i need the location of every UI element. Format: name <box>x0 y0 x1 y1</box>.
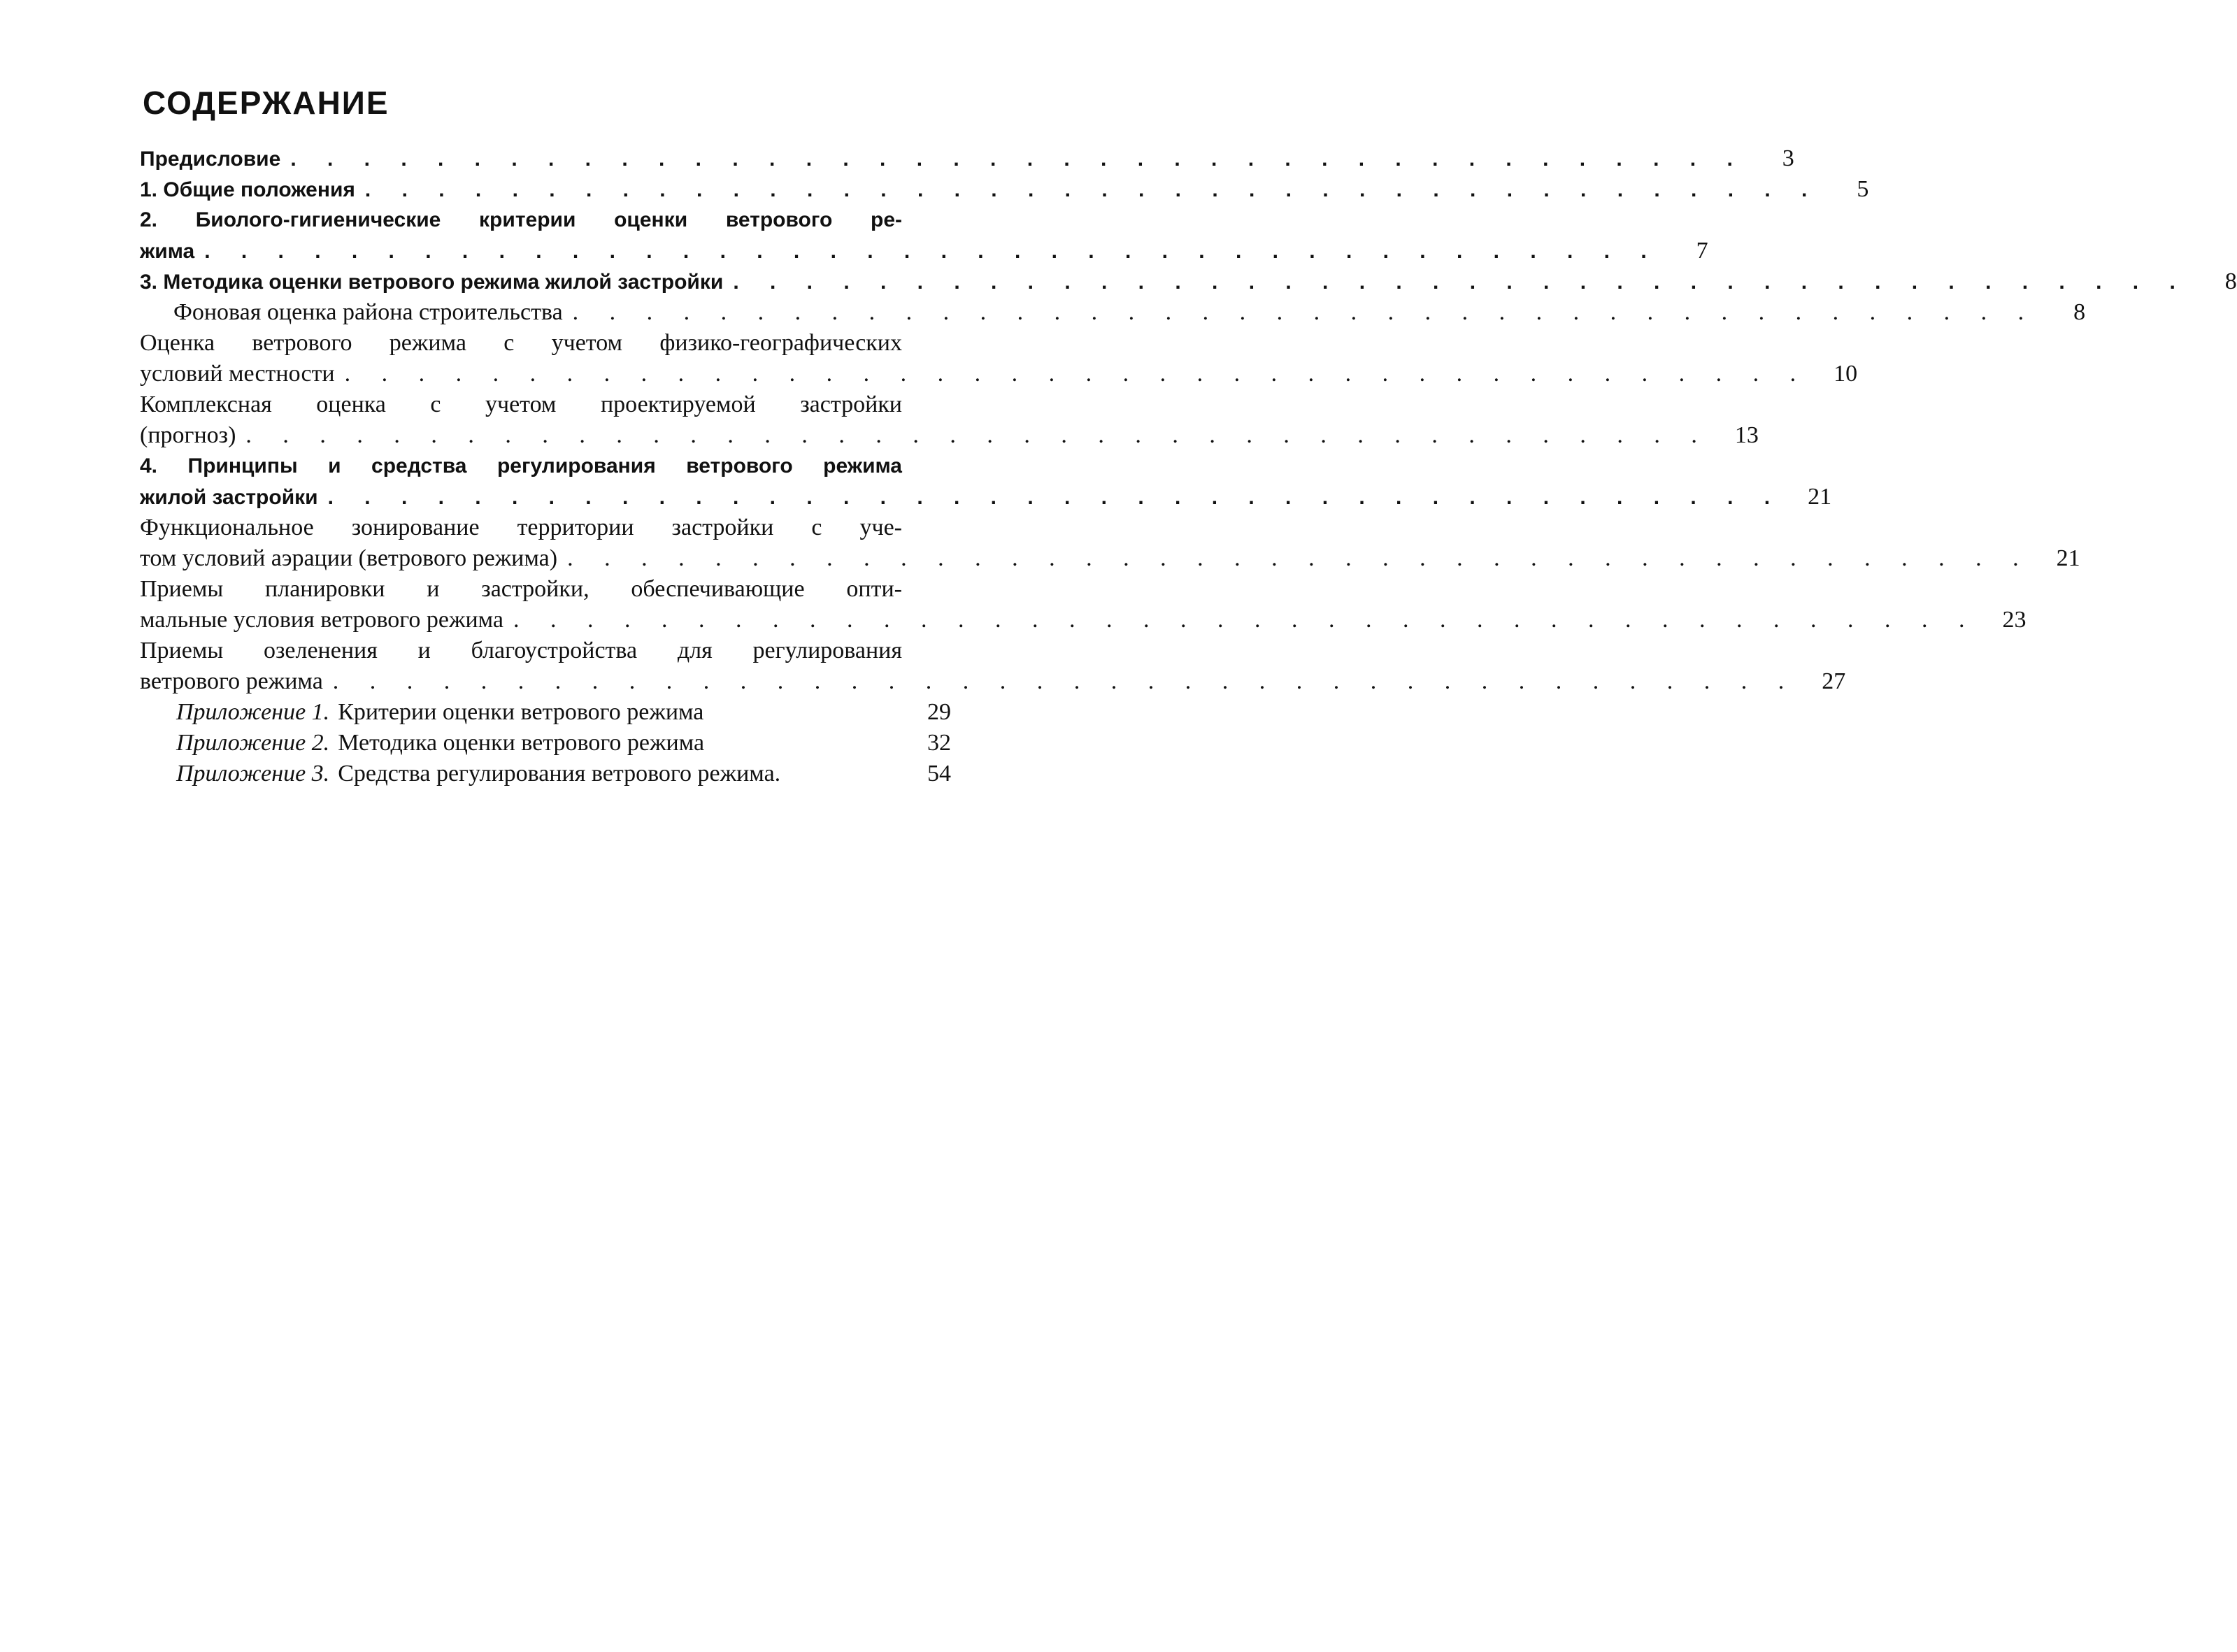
toc-entry-text: том условий аэрации (ветрового режима) <box>140 545 558 571</box>
appendix-label: Приложение 3. <box>176 761 330 787</box>
toc-entry <box>140 635 1846 697</box>
dot-leader: . . . . . . . . . . . . . . . . . . . . . . . . . . . . . . . . . . . . . . . . <box>327 486 1783 509</box>
toc-page-number: 8 <box>2224 268 2237 294</box>
toc-entry <box>140 512 2080 574</box>
dot-leader: . . . . . . . . . . . . . . . . . . . . . . . . . . . . . . . . . . . . . . . . <box>572 299 2037 325</box>
toc-entry <box>140 143 1794 174</box>
toc-page-number: 8 <box>2073 299 2086 325</box>
toc-entry-text: жима <box>140 240 195 263</box>
dot-leader: . . . . . . . . . . . . . . . . . . . . . . . . . . . . . . . . . . . . . . . . <box>245 422 1710 448</box>
toc-entry-text: Оценка ветрового режима с учетом физико-географических <box>140 330 902 356</box>
appendix-title: Методика оценки ветрового режима <box>338 730 705 756</box>
toc-entry-text: ветрового режима <box>140 668 323 694</box>
toc-page-number: 3 <box>1782 145 1794 171</box>
toc-entry <box>140 451 1832 512</box>
toc-entry-text: Комплексная оценка с учетом проектируемой застройки <box>140 392 902 417</box>
toc-heading: СОДЕРЖАНИЕ <box>143 85 389 121</box>
appendix-label: Приложение 2. <box>176 730 330 756</box>
dot-leader: . . . . . . . . . . . . . . . . . . . . . . . . . . . . . . . . . . . . . . . . <box>204 240 1659 263</box>
toc-entry-text: жилой застройки <box>140 486 318 509</box>
dot-leader: . . . . . . . . . . . . . . . . . . . . . . . . . . . . . . . . . . . . . . . . <box>290 148 1745 171</box>
table-of-contents <box>140 143 2237 789</box>
toc-page-number: 21 <box>2056 545 2080 571</box>
toc-page-number: 23 <box>2002 607 2027 633</box>
toc-entry-text: Приемы планировки и застройки, обеспечивающие опти- <box>140 576 902 602</box>
toc-appendix-entry <box>140 697 951 728</box>
toc-page-number: 7 <box>1696 238 1708 264</box>
toc-entry-text: (прогноз) <box>140 422 236 448</box>
dot-leader: . . . . . . . . . . . . . . . . . . . . . . . . . . . . . . . . . . . . . . . . <box>513 607 1978 633</box>
toc-entry-text: Приемы озеленения и благоустройства для регулирования <box>140 638 902 663</box>
dot-leader: . . . . . . . . . . . . . . . . . . . . . . . . . . . . . . . . . . . . . . . . <box>364 178 1820 201</box>
toc-entry <box>140 205 1708 266</box>
dot-leader: . . . . . . . . . . . . . . . . . . . . . . . . . . . . . . . . . . . . . . . . <box>567 545 2031 571</box>
dot-leader: . . . . . . . . . . . . . . . . . . . . . . . . . . . . . . . . . . . . . . . . <box>332 668 1797 694</box>
dot-leader: . . . . . . . . . . . . . . . . . . . . . . . . . . . . . . . . . . . . . . . . <box>344 361 1809 387</box>
toc-page-number: 5 <box>1857 176 1869 202</box>
toc-page-number: 10 <box>1834 361 1858 387</box>
appendix-title: Критерии оценки ветрового режима <box>338 699 704 725</box>
toc-page-number: 21 <box>1808 484 1832 510</box>
toc-entry-text: условий местности <box>140 361 335 387</box>
toc-appendix-entry <box>140 728 951 759</box>
toc-entry <box>140 174 1869 205</box>
toc-entry-text: Предисловие <box>140 148 281 171</box>
toc-page-number: 54 <box>927 761 951 787</box>
toc-entry <box>140 297 2086 328</box>
toc-entry-text: 1. Общие положения <box>140 178 355 201</box>
toc-entry <box>140 328 1858 389</box>
toc-page-number: 27 <box>1822 668 1846 694</box>
dot-leader: . . . . . . . . . . . . . . . . . . . . . . . . . . . . . . . . . . . . . . . . <box>733 271 2188 294</box>
toc-entry <box>140 389 1759 451</box>
toc-entry-text: 2. Биолого-гигиенические критерии оценки ветрового ре- <box>140 208 902 231</box>
toc-page-number: 32 <box>927 730 951 756</box>
toc-entry-text: Функциональное зонирование территории застройки с уче- <box>140 515 902 540</box>
toc-entry <box>140 574 2027 635</box>
toc-entry-text: 4. Принципы и средства регулирования ветрового режима <box>140 454 902 477</box>
toc-page-number: 29 <box>927 699 951 725</box>
toc-page-number: 13 <box>1734 422 1759 448</box>
toc-entry <box>140 266 2237 297</box>
toc-appendix-entry <box>140 759 951 789</box>
toc-entry-text: мальные условия ветрового режима <box>140 607 504 633</box>
toc-entry-text: Фоновая оценка района строительства <box>173 299 563 325</box>
appendix-title: Средства регулирования ветрового режима. <box>338 761 781 787</box>
toc-entry-text: 3. Методика оценки ветрового режима жилой застройки <box>140 271 724 294</box>
appendix-label: Приложение 1. <box>176 699 330 725</box>
